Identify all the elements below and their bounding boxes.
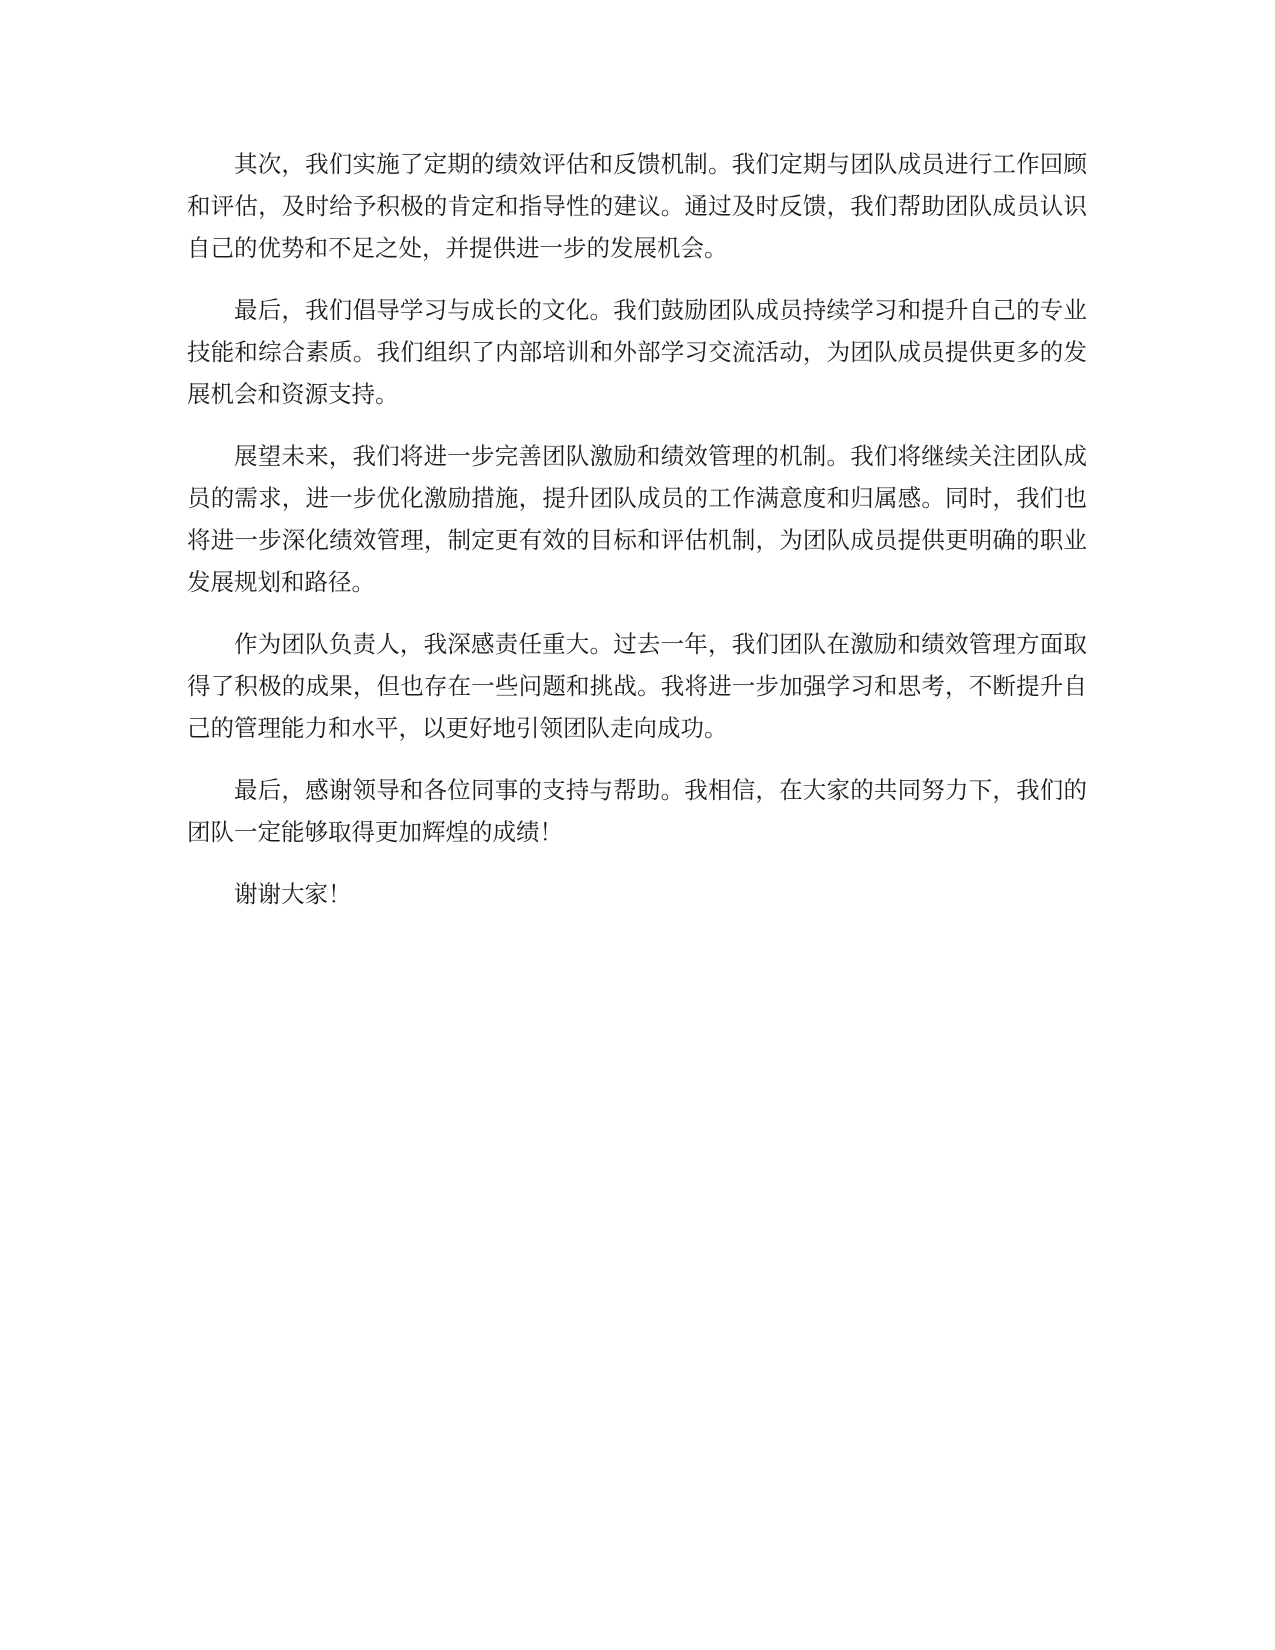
paragraph-learning-culture: 最后，我们倡导学习与成长的文化。我们鼓励团队成员持续学习和提升自己的专业技能和综合素质。我们组织了内部培训和外部学习交流活动，为团队成员提供更多的发展机会和资源支持。 — [187, 296, 1087, 408]
paragraph-closing-thanks: 谢谢大家！ — [234, 880, 352, 908]
paragraph-acknowledgements: 最后，感谢领导和各位同事的支持与帮助。我相信，在大家的共同努力下，我们的团队一定能够取得更加辉煌的成绩！ — [187, 776, 1087, 846]
document-body — [187, 143, 1087, 935]
paragraph-team-leader-reflection: 作为团队负责人，我深感责任重大。过去一年，我们团队在激励和绩效管理方面取得了积极的成果，但也存在一些问题和挑战。我将进一步加强学习和思考，不断提升自己的管理能力和水平，以更好地引领团队走向成功。 — [187, 630, 1087, 742]
paragraph-future-outlook: 展望未来，我们将进一步完善团队激励和绩效管理的机制。我们将继续关注团队成员的需求，进一步优化激励措施，提升团队成员的工作满意度和归属感。同时，我们也将进一步深化绩效管理，制定更有效的目标和评估机制，为团队成员提供更明确的职业发展规划和路径。 — [187, 442, 1087, 596]
paragraph-feedback-mechanism: 其次，我们实施了定期的绩效评估和反馈机制。我们定期与团队成员进行工作回顾和评估，及时给予积极的肯定和指导性的建议。通过及时反馈，我们帮助团队成员认识自己的优势和不足之处，并提供进一步的发展机会。 — [187, 150, 1087, 262]
